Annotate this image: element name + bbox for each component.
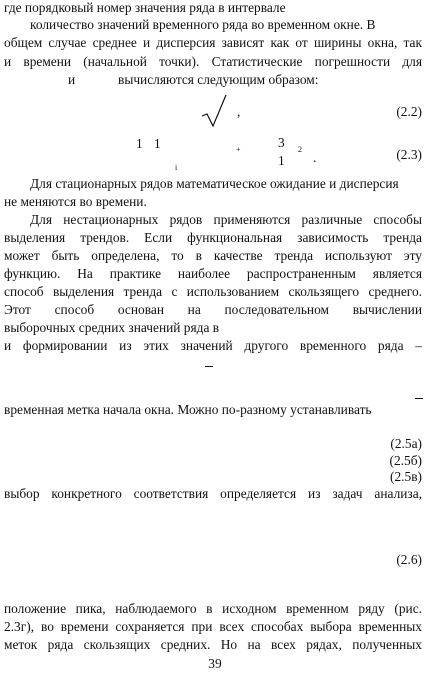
text-line: выборочных средних значений ряда в bbox=[4, 320, 220, 335]
text-line: временная метка начала окна. Можно по-разному устанавливать bbox=[4, 402, 372, 417]
text-line: и формировании из этих значений другого временного ряда – bbox=[4, 338, 422, 353]
equation-number: (2.3) bbox=[396, 147, 422, 162]
formula-fragment: 2 bbox=[298, 145, 302, 154]
text-line: положение пика, наблюдаемого в исходном временном ряду (рис. bbox=[4, 601, 422, 616]
text-line: может быть определена, то в качестве тренда используют эту bbox=[4, 248, 422, 263]
formula-fragment: 3 bbox=[278, 135, 285, 150]
equation-number: (2.5в) bbox=[390, 469, 422, 484]
equation-number: (2.2) bbox=[396, 104, 422, 119]
text-line: Для стационарных рядов математическое ожидание и дисперсия bbox=[30, 176, 399, 191]
text-line: выбор конкретного соответствия определяется из задач анализа, bbox=[4, 486, 422, 501]
text-line: где порядковый номер значения ряда в интервале bbox=[4, 0, 286, 15]
text-line: способ выделения тренда с использованием скользящего среднего. bbox=[4, 284, 422, 299]
text-line: и времени (начальной точки). Статистические погрешности для bbox=[4, 54, 422, 69]
text-line: общем случае среднее и дисперсия зависят как от ширины окна, так bbox=[4, 35, 422, 50]
formula-fragment: + bbox=[236, 145, 241, 154]
formula-dash bbox=[205, 366, 213, 367]
text-fragment: и bbox=[68, 72, 76, 87]
text-line: выделения трендов. Если функциональная зависимость тренда bbox=[4, 230, 422, 245]
formula-dash bbox=[415, 398, 423, 399]
text-line: не меняются во времени. bbox=[4, 194, 147, 209]
formula-fragment: 1 bbox=[136, 136, 143, 151]
text-line: функцию. На практике наиболее распространенным является bbox=[4, 266, 422, 281]
sqrt-symbol bbox=[200, 94, 230, 128]
formula-fragment: i bbox=[175, 163, 178, 172]
text-fragment: вычисляются следующим образом: bbox=[118, 72, 319, 87]
page-number: 39 bbox=[208, 656, 222, 671]
text-line: количество значений временного ряда во временном окне. В bbox=[30, 17, 376, 32]
formula-fragment: . bbox=[313, 150, 317, 165]
equation-number: (2.5б) bbox=[389, 453, 422, 468]
text-line: 2.3г), во времени сохраняется при всех способах выбора временных bbox=[4, 619, 422, 634]
text-line: Для нестационарных рядов применяются различные способы bbox=[30, 212, 422, 227]
formula-fragment: 1 bbox=[278, 153, 285, 168]
equation-number: (2.5а) bbox=[390, 436, 422, 451]
text-line: меток ряда скользящих средних. Но на всех рядах, полученных bbox=[4, 637, 422, 652]
equation-number: (2.6) bbox=[396, 552, 422, 567]
formula-comma: , bbox=[237, 104, 241, 119]
text-line: Этот способ основан на последовательном вычислении bbox=[4, 302, 422, 317]
formula-fragment: 1 bbox=[154, 136, 161, 151]
